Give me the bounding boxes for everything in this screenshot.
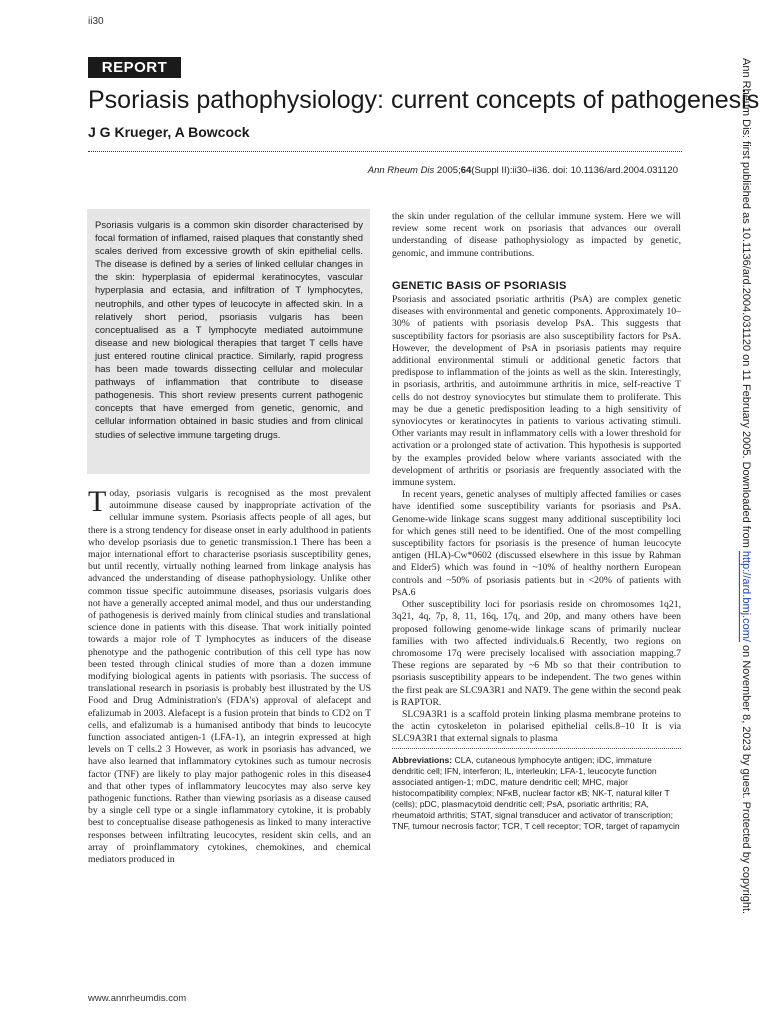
continuation-paragraph: the skin under regulation of the cellular immune system. Here we will review some recent work on psoriasis that advances our overall understanding of disease pathophysiology as impacted by genetic, genomic, and immune contributions. <box>392 211 681 259</box>
side-note-before: Ann Rheum Dis: first published as 10.1136/ard.2004.031120 on 11 February 2005. Downloaded from <box>740 58 752 551</box>
citation-volume: 64 <box>460 165 472 176</box>
genetic-paragraph-2: In recent years, genetic analyses of multiply affected families or cases have identified some susceptibility variants for psoriasis and PsA. Genome-wide linkage scans suggest many additional susceptibility loci for which genes still need to be identified. One of the most compelling susceptibility factors for psoriasis is the presence of human leucocyte antigen (HLA)-Cw*0602 (discussed elsewhere in this issue by Rahman and Elder5) which was found in ~10% of healthy northern European controls and ~50% of psoriasis patients but in <20% of patients with PsA.6 <box>392 489 681 598</box>
page-number: ii30 <box>88 16 104 27</box>
abbreviations-divider <box>392 748 681 749</box>
genetic-paragraph-4: SLC9A3R1 is a scaffold protein linking plasma membrane proteins to the actin cytoskeleton in polarised epithelial cells.8–10 It is via SLC9A3R1 that external signals to plasma <box>392 708 681 745</box>
article-title: Psoriasis pathophysiology: current concepts of pathogenesis <box>88 86 760 114</box>
body-column-right <box>392 211 681 832</box>
report-section-label: REPORT <box>88 57 181 78</box>
side-provenance-note <box>736 58 756 966</box>
article-citation <box>368 165 678 176</box>
abbreviations-label: Abbreviations: <box>392 754 453 765</box>
intro-text: oday, psoriasis vulgaris is recognised as the most prevalent autoimmune disease caused by inappropriate activation of the cellular immune system. Psoriasis affects people of all ages, but there is a strong tendency for disease onset in early adulthood in patients who develop psoriasis due to genetic transmission.1 There has been a major international effort to characterise psoriasis susceptibility genes, but until recently, virtually nothing learned from linkage analysis has advanced the understanding of disease pathophysiology. Unlike other common tissue specific autoimmune diseases, psoriasis vulgaris does not have a generally accepted animal model, and thus our understanding of pathogenesis is derived mainly from clinical studies and translational science done in patients with this disease. That work initially pointed towards a major role of T lymphocytes as inducers of the disease phenotype and the pathogenic contribution of this cell type has now been tested through clinical studies of more than a dozen immune modifying biological agents in patients with psoriasis. The success of translational research in psoriasis is probably best illustrated by the US Food and Drug Administration's (FDA's) approval of alefacept and efalizumab in 2003. Alefacept is a fusion protein that binds to CD2 on T cells, and efalizumab is a humanised antibody that binds to leucocyte function associated antigen-1 (LFA-1), an integrin expressed at high levels on T cells.2 3 However, as work in psoriasis has advanced, we have also learned that inflammatory cytokines such as tumour necrosis factor (TNF) are likely to play major pathogenic roles in this disease4 and that other types of inflammatory leucocytes may also serve key pathogenic functions. Rather than viewing psoriasis as a disease caused by a single cell type or a single inflammatory cytokine, it is probably best to conceptualise disease pathogenesis as linked to many interactive responses between infiltrating leucocytes, resident skin cells, and an array of proinflammatory cytokines, chemokines, and chemical mediators produced in <box>88 488 371 866</box>
article-authors: J G Krueger, A Bowcock <box>88 124 250 140</box>
abstract-box: Psoriasis vulgaris is a common skin disorder characterised by focal formation of inflamed, raised plaques that constantly shed scales derived from excessive growth of skin epithelial cells. The disease is defined by a series of linked cellular changes in the skin: hyperplasia of epidermal keratinocytes, vascular hyperplasia and ectasia, and infiltration of T lymphocytes, neutrophils, and other types of leucocyte in affected skin. In a relatively short period, psoriasis vulgaris has been conceptualised as a T lymphocyte mediated autoimmune disease and new biological therapies that target T cells have just entered routine clinical practice. Similarly, rapid progress has been made towards dissecting cellular and molecular pathways of inflammation that contribute to disease pathogenesis. This short review presents current pathogenic concepts that have emerged from genetic, genomic, and cellular information obtained in basic studies and from clinical studies of selective immune targeting drugs. <box>87 209 370 474</box>
abbreviations-box <box>392 755 681 832</box>
side-note-link[interactable]: http://ard.bmj.com/ <box>740 550 752 642</box>
citation-journal: Ann Rheum Dis <box>367 165 435 176</box>
genetic-paragraph-3: Other susceptibility loci for psoriasis reside on chromosomes 1q21, 3q21, 4q, 7p, 8, 11, 16q, 17q, and 20p, and many others have been proposed following genome-wide linkage scans of primarily nuclear families with two affected individuals.6 Recently, two regions on chromosome 17q were precisely localised with association mapping.7 These regions are separated by ~6 Mb so that their contribution to psoriasis susceptibility appears to be independent. The two genes within the first peak are SLC9A3R1 and NAT9. The gene within the second peak is RAPTOR. <box>392 599 681 708</box>
title-divider <box>88 151 682 152</box>
drop-cap: T <box>88 485 107 518</box>
genetic-paragraph-1: Psoriasis and associated psoriatic arthritis (PsA) are complex genetic diseases with environmental and genetic components. Approximately 10–30% of patients with psoriasis develop PsA. This suggests that susceptibility factors for psoriasis are also susceptibility factors for PsA. However, the development of PsA in psoriasis patients may require additional environmental stimuli or additional genetic factors that predispose to inflammation of the joints as well as the skin. Interestingly, in psoriasis, arthritis, and autoimmune arthritis in mice, self-reactive T cells do not destroy synoviocytes but stimulate them to proliferate. This may be due a genetic predisposition leading to a high sensitivity of synoviocytes or keratinocytes in patients to various activating stimuli. Other variants may result in inflammatory cells with a lower threshold for activation or a prolonged state of activation. This hypothesis is supported by the examples provided below where variants associated with the development of arthritis or psoriasis are frequently associated with the immune system. <box>392 294 681 489</box>
section-heading-genetic-basis: GENETIC BASIS OF PSORIASIS <box>392 279 567 292</box>
intro-paragraph <box>88 485 371 866</box>
body-column-left <box>88 485 371 866</box>
citation-year: 2005; <box>434 165 461 176</box>
footer-url: www.annrheumdis.com <box>88 993 187 1004</box>
citation-rest: (Suppl II):ii30–ii36. doi: 10.1136/ard.2004.031120 <box>471 165 678 176</box>
side-note-after: on November 8, 2023 by guest. Protected by copyright. <box>740 641 752 915</box>
abbreviations-text: CLA, cutaneous lymphocyte antigen; iDC, immature dendritic cell; IFN, interferon; IL, interleukin; LFA-1, leucocyte function associated antigen-1; mDC, mature dendritic cell; MHC, major histocompatibility complex; NFκB, nuclear factor κB; NK-T, natural killer T (cells); pDC, plasmacytoid dendritic cell; PsA, psoriatic arthritis; RA, rheumatoid arthritis; STAT, signal transducer and activator of transcription; TNF, tumour necrosis factor; TCR, T cell receptor; TOR, target of rapamycin <box>392 754 680 831</box>
